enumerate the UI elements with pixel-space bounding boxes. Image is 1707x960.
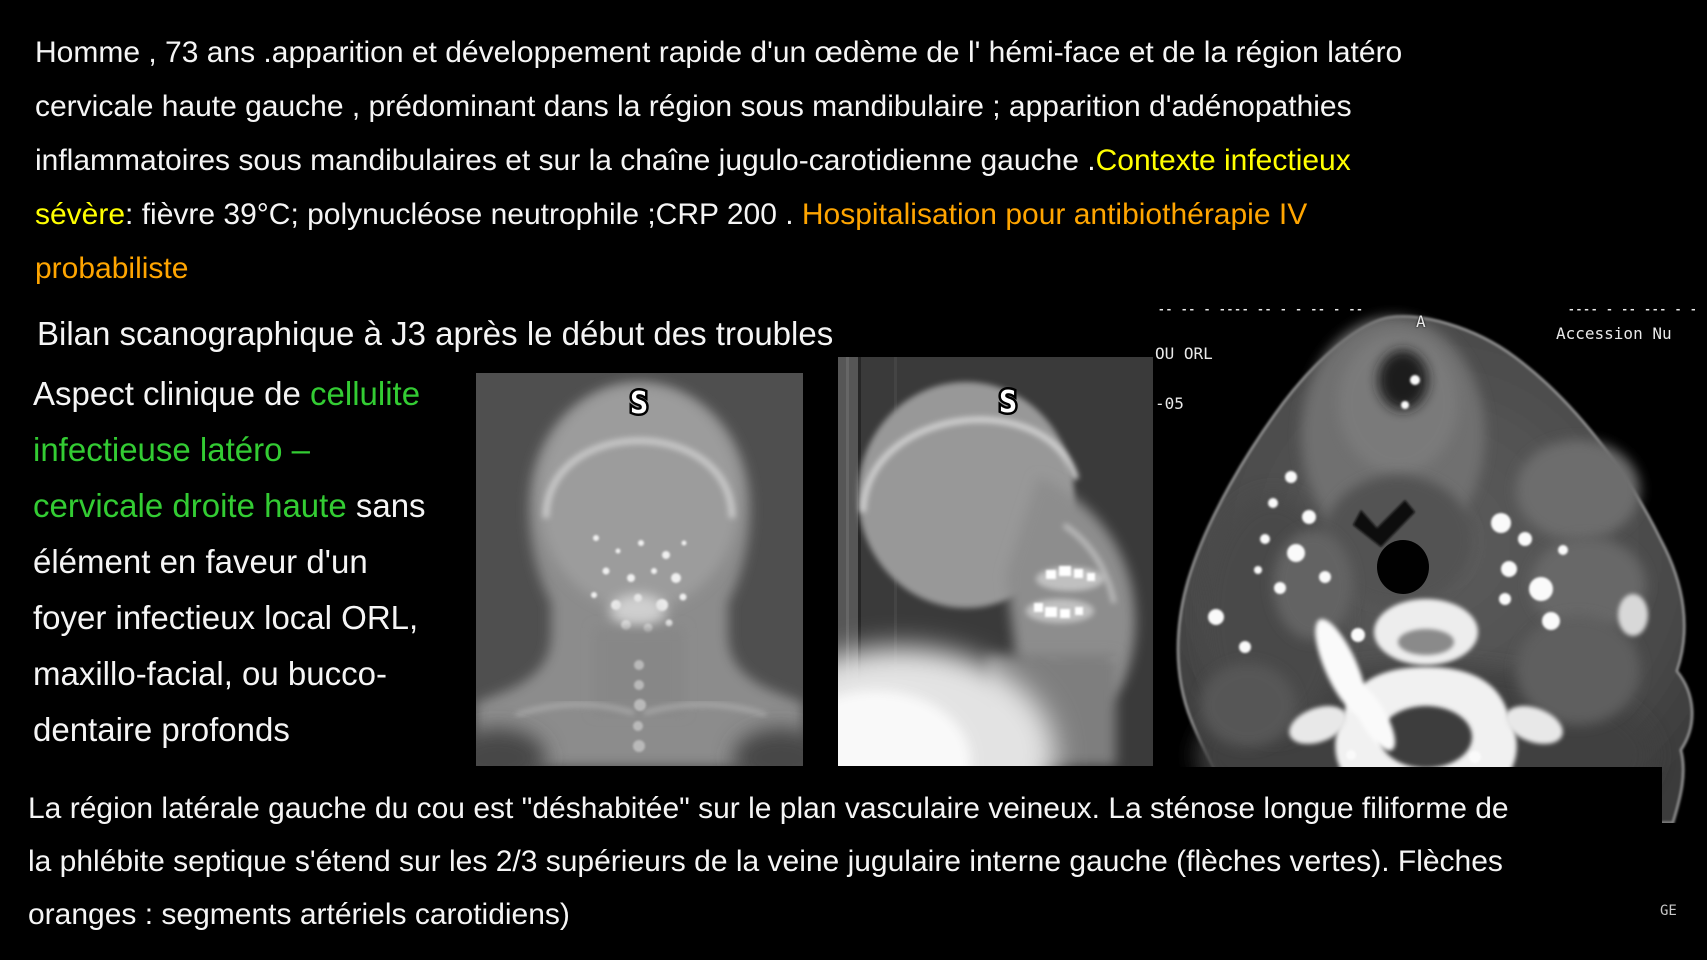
case-line-5-text: probabiliste xyxy=(35,252,189,285)
frontal-scout-xray-image xyxy=(476,373,803,766)
case-description-paragraph xyxy=(35,26,1402,296)
aspect-line-4 xyxy=(33,534,426,590)
aspect-line-1-text: Aspect clinique de xyxy=(33,375,311,412)
case-line-3 xyxy=(35,134,1402,188)
case-line-3-text: inflammatoires sous mandibulaires et sur la chaîne jugulo-carotidienne gauche . xyxy=(35,144,1096,177)
ct-orientation-marker-a: A xyxy=(1416,312,1426,331)
aspect-line-5-text: foyer infectieux local ORL, xyxy=(33,599,419,636)
case-line-1-text: Homme , 73 ans .apparition et développement rapide d'un œdème de l' hémi-face et de la région latéro xyxy=(35,36,1403,69)
aspect-line-4-text: élément en faveur d'un xyxy=(33,543,368,580)
case-line-4-highlight-orange: Hospitalisation pour antibiothérapie IV xyxy=(801,198,1308,231)
aspect-line-5 xyxy=(33,590,426,646)
aspect-line-7 xyxy=(33,702,426,758)
aspect-line-3-text: sans xyxy=(346,487,426,524)
clinical-aspect-block xyxy=(33,366,426,758)
ct-accession-label: Accession Nu xyxy=(1556,324,1672,343)
case-line-2-text: cervicale haute gauche , prédominant dans la région sous mandibulaire ; apparition d'adénopathies xyxy=(35,90,1352,123)
caption-line-2: la phlébite septique s'étend sur les 2/3 supérieurs de la veine jugulaire interne gauche (flèches vertes). Flèches xyxy=(28,845,1503,878)
orientation-marker-s-lateral: S xyxy=(998,385,1018,420)
ct-far-right-node xyxy=(1618,594,1648,636)
caption-line-1: La région latérale gauche du cou est "déshabitée" sur le plan vasculaire veineux. La sténose longue filiforme de xyxy=(28,792,1509,825)
bottom-caption-text xyxy=(28,782,1509,941)
case-line-4 xyxy=(35,188,1402,242)
case-line-4-highlight-yellow: sévère xyxy=(35,198,126,231)
ct-redacted-patient-info: -- -- - ---- -- - - -- - -- xyxy=(1158,303,1364,316)
orientation-marker-s-frontal: S xyxy=(629,386,649,421)
frontal-mouth-bright-patch xyxy=(610,594,666,628)
aspect-line-2 xyxy=(33,422,426,478)
aspect-line-7-text: dentaire profonds xyxy=(33,711,290,748)
ct-right-mass-upper xyxy=(1516,440,1640,540)
ct-date-fragment: -05 xyxy=(1155,394,1184,413)
aspect-line-6 xyxy=(33,646,426,702)
case-line-3-highlight: Contexte infectieux xyxy=(1095,144,1351,177)
aspect-line-3-highlight: cervicale droite haute xyxy=(33,487,347,524)
aspect-line-1 xyxy=(33,366,426,422)
aspect-line-2-highlight: infectieuse latéro – xyxy=(33,431,311,468)
ge-vendor-mark: GE xyxy=(1660,903,1677,919)
case-line-2 xyxy=(35,80,1402,134)
ct-service-label: OU ORL xyxy=(1155,344,1213,363)
aspect-line-6-text: maxillo-facial, ou bucco- xyxy=(33,655,387,692)
case-line-4-text: : fièvre 39°C; polynucléose neutrophile ;CRP 200 . xyxy=(125,198,802,231)
lateral-scout-xray-image xyxy=(838,357,1153,766)
scan-report-line: Bilan scanographique à J3 après le début des troubles xyxy=(37,315,834,352)
aspect-line-3 xyxy=(33,478,426,534)
case-line-1 xyxy=(35,26,1402,80)
aspect-line-1-highlight: cellulite xyxy=(310,375,421,412)
bottom-caption-box xyxy=(0,767,1662,960)
caption-line-3: oranges : segments artériels carotidiens) xyxy=(28,898,570,931)
ct-redacted-accession-value: ---- - -- --- - - xyxy=(1568,303,1698,316)
axial-ct-neck-image xyxy=(1153,285,1707,823)
